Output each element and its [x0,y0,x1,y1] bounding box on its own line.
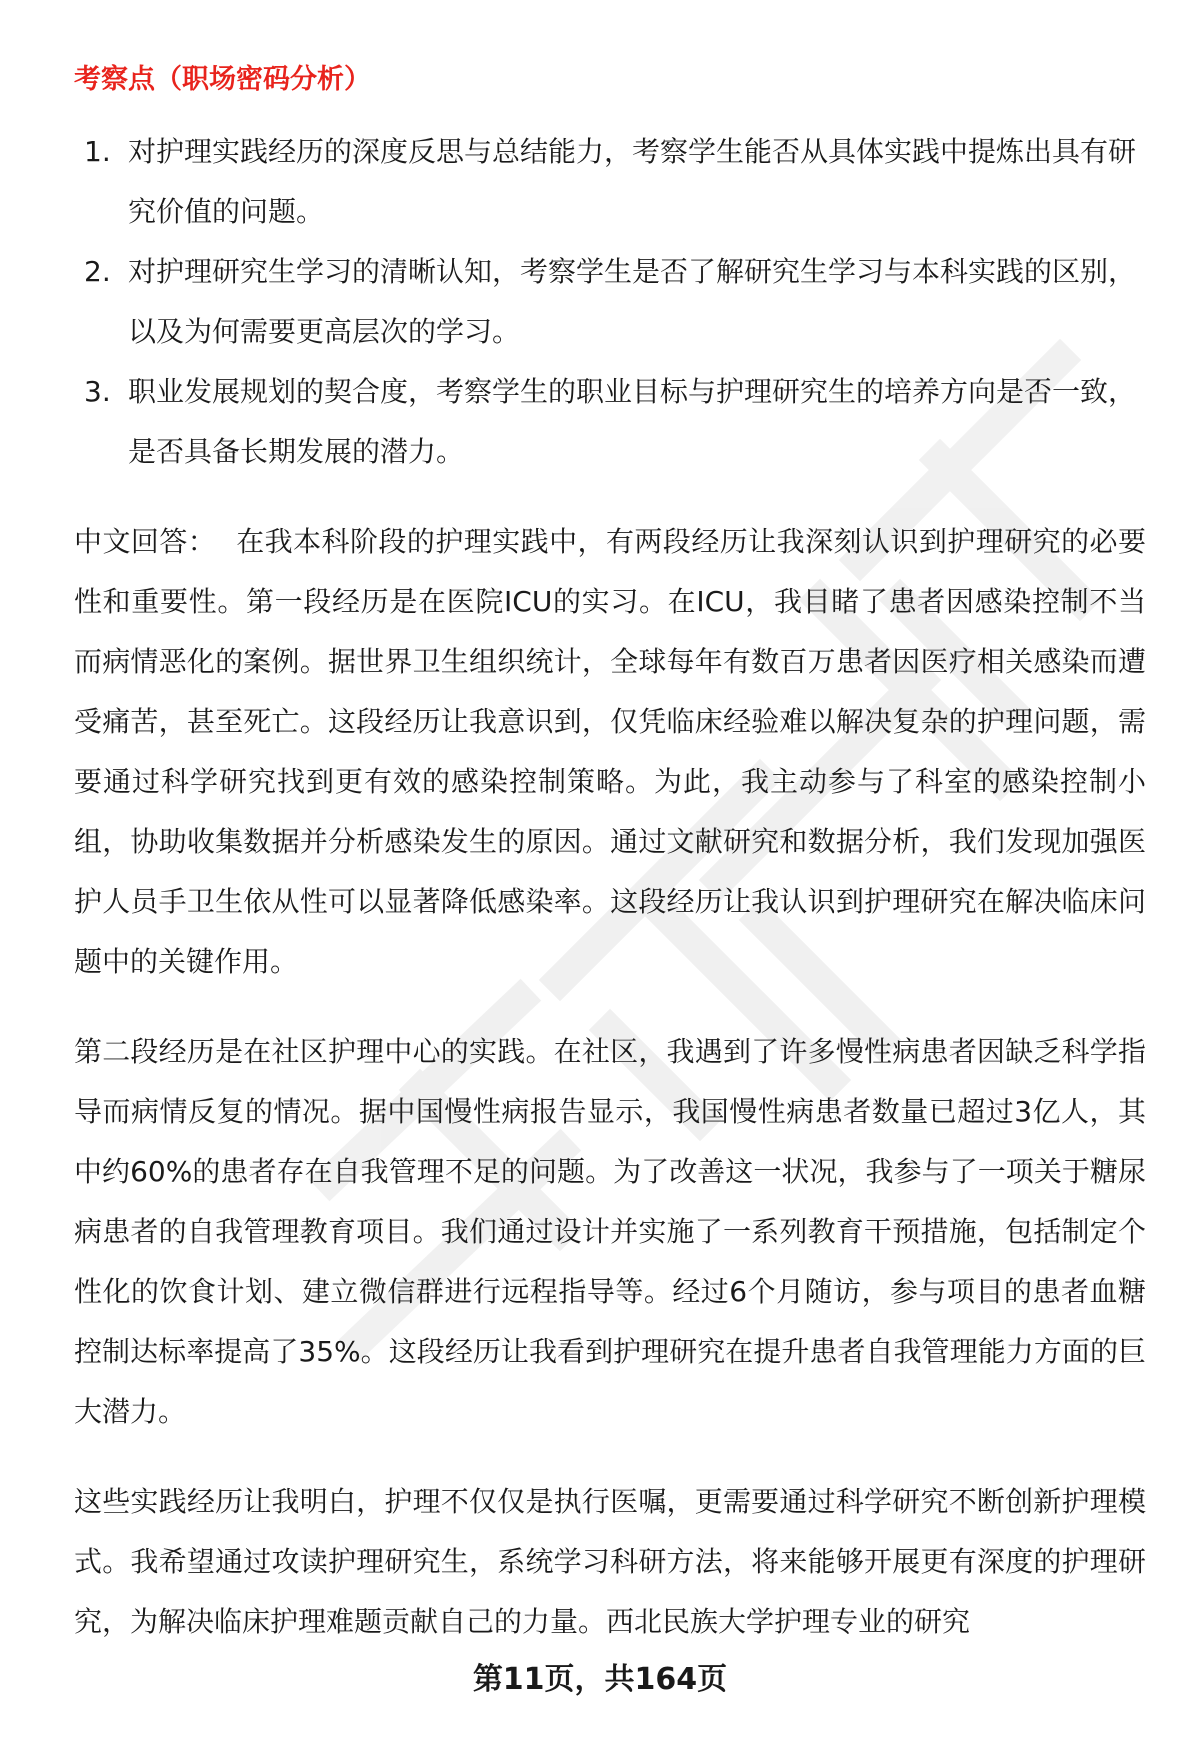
document-body [74,58,1146,1652]
answer-paragraph-1 [74,512,1146,992]
list-item-number: 2. [84,255,111,288]
answer-label: 中文回答： [74,525,217,558]
list-item-text: 职业发展规划的契合度，考察学生的职业目标与护理研究生的培养方向是否一致，是否具备长期发展的潜力。 [128,375,1137,468]
list-item-text: 对护理实践经历的深度反思与总结能力，考察学生能否从具体实践中提炼出具有研究价值的问题。 [128,135,1137,228]
list-item-number: 1. [84,135,111,168]
page-footer: 第11页，共164页 [472,1662,728,1697]
list-item-number: 3. [84,375,111,408]
list-item [74,122,1146,242]
answer-paragraph-1-text: 在我本科阶段的护理实践中，有两段经历让我深刻认识到护理研究的必要性和重要性。第一段经历是在医院ICU的实习。在ICU，我目睹了患者因感染控制不当而病情恶化的案例。据世界卫生组织统计，全球每年有数百万患者因医疗相关感染而遭受痛苦，甚至死亡。这段经历让我意识到，仅凭临床经验难以解决复杂的护理问题，需要通过科学研究找到更有效的感染控制策略。为此，我主动参与了科室的感染控制小组，协助收集数据并分析感染发生的原因。通过文献研究和数据分析，我们发现加强医护人员手卫生依从性可以显著降低感染率。这段经历让我认识到护理研究在解决临床问题中的关键作用。 [74,525,1146,978]
answer-paragraph-3: 这些实践经历让我明白，护理不仅仅是执行医嘱，更需要通过科学研究不断创新护理模式。我希望通过攻读护理研究生，系统学习科研方法，将来能够开展更有深度的护理研究，为解决临床护理难题贡献自己的力量。西北民族大学护理专业的研究 [74,1485,1146,1638]
section-title: 考察点（职场密码分析） [74,64,371,95]
list-item [74,242,1146,362]
list-item-text: 对护理研究生学习的清晰认知，考察学生是否了解研究生学习与本科实践的区别，以及为何需要更高层次的学习。 [128,255,1137,348]
answer-paragraph-2: 第二段经历是在社区护理中心的实践。在社区，我遇到了许多慢性病患者因缺乏科学指导而病情反复的情况。据中国慢性病报告显示，我国慢性病患者数量已超过3亿人，其中约60%的患者存在自我管理不足的问题。为了改善这一状况，我参与了一项关于糖尿病患者的自我管理教育项目。我们通过设计并实施了一系列教育干预措施，包括制定个性化的饮食计划、建立微信群进行远程指导等。经过6个月随访，参与项目的患者血糖控制达标率提高了35%。这段经历让我看到护理研究在提升患者自我管理能力方面的巨大潜力。 [74,1035,1146,1428]
list-item [74,362,1146,482]
assessment-points-list [74,122,1146,482]
